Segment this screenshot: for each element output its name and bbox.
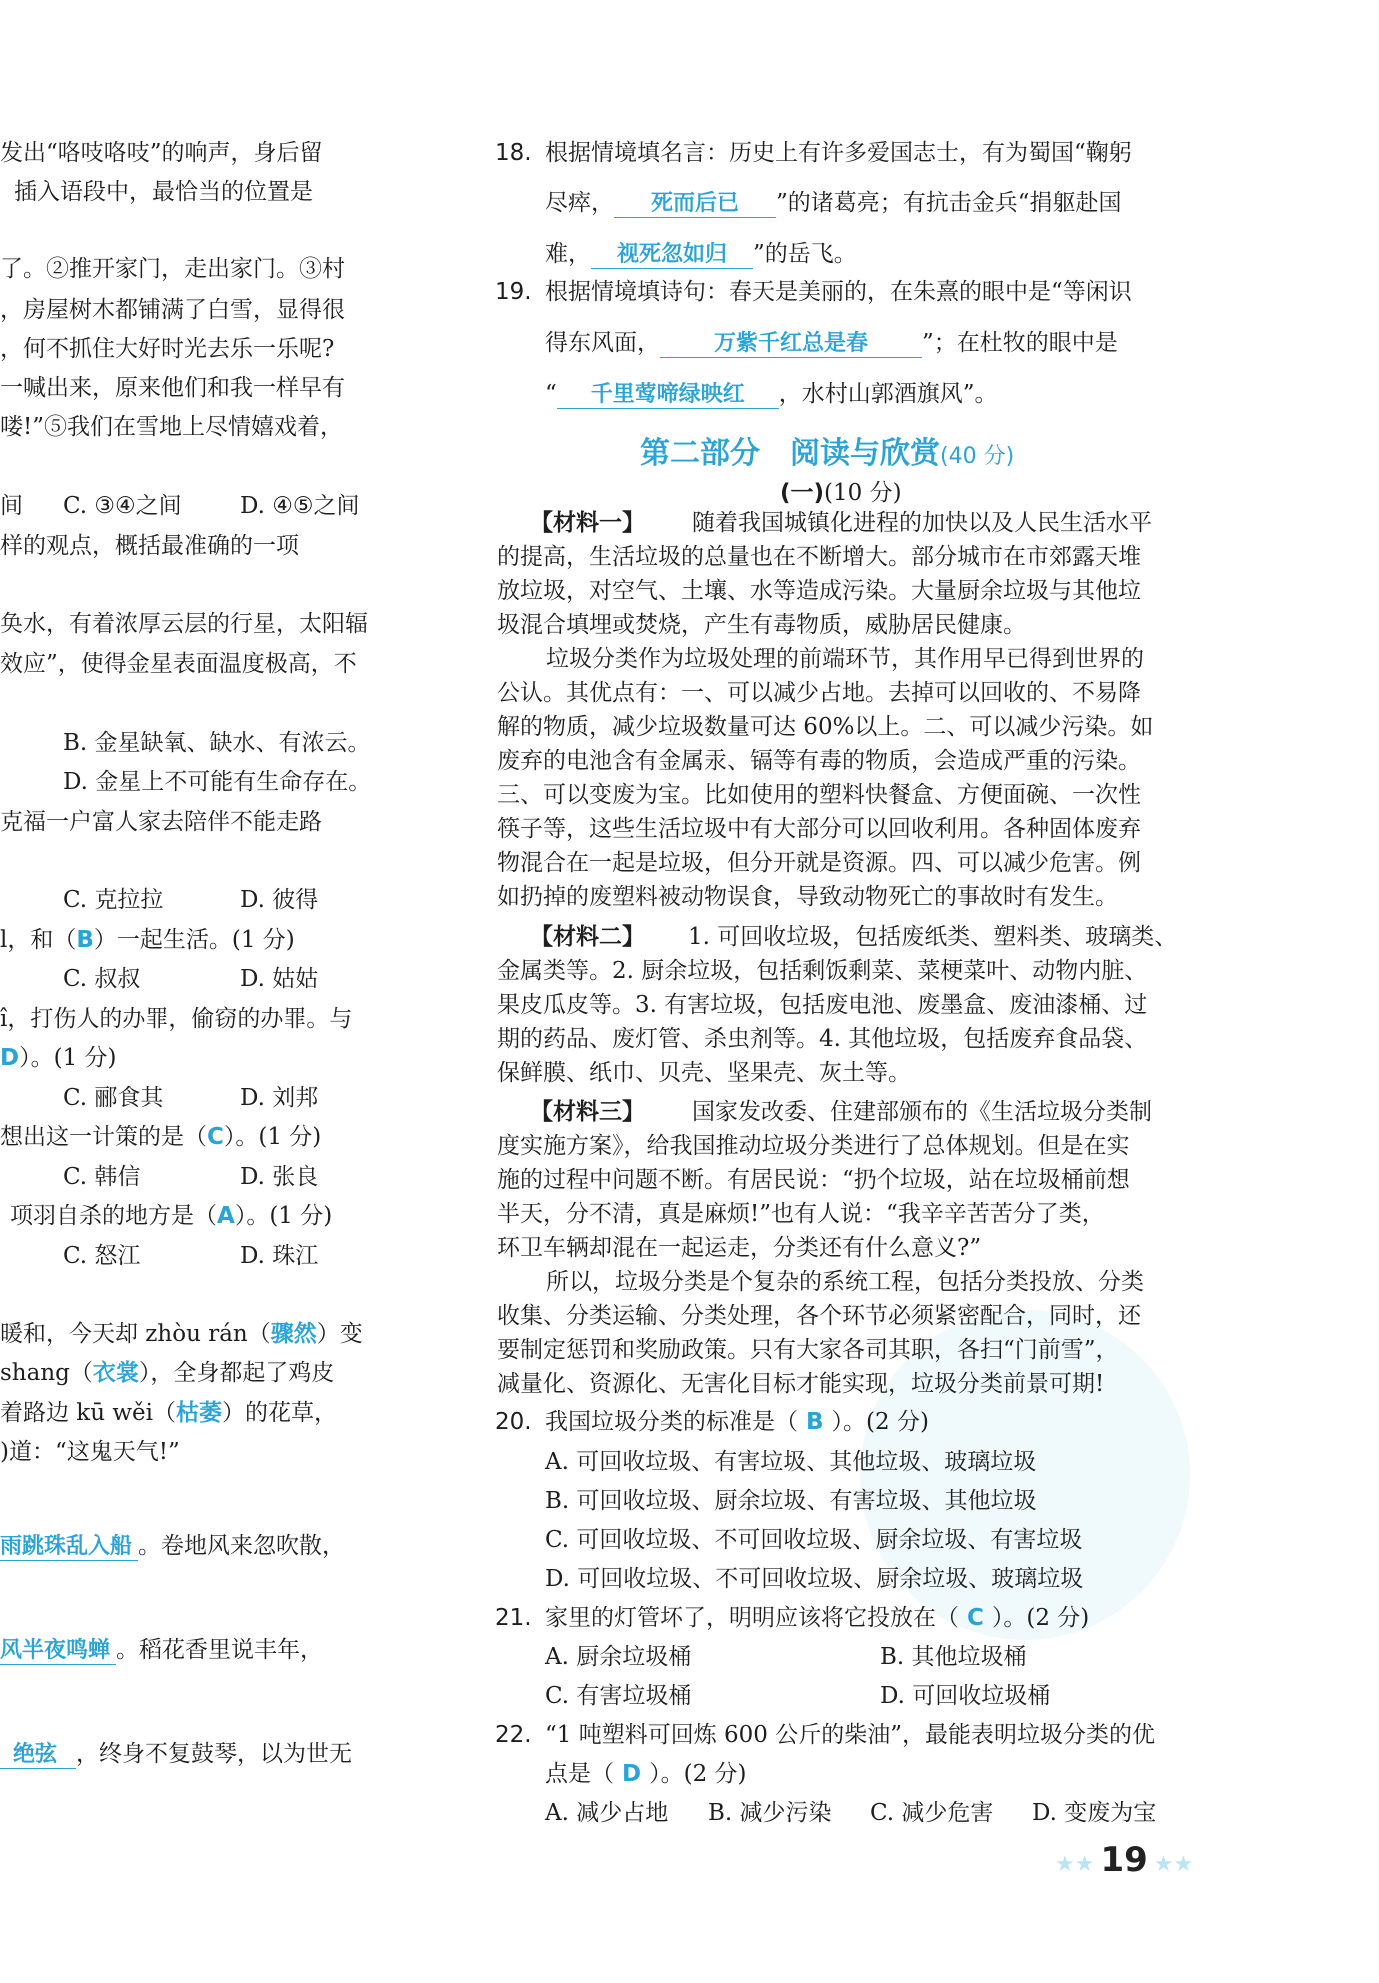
answer-line: shang（衣裳），全身都起了鸡皮 — [0, 1360, 335, 1386]
paragraph-line: 金属类等。2. 厨余垃圾，包括剩饭剩菜、菜梗菜叶、动物内脏、 — [497, 958, 1148, 984]
option-text: A. 可回收垃圾、有害垃圾、其他垃圾、玻璃垃圾 — [545, 1449, 1037, 1475]
option-text: C. 减少危害 — [870, 1800, 994, 1826]
question-number: 19. — [495, 279, 532, 305]
option-text: B. 可回收垃圾、厨余垃圾、有害垃圾、其他垃圾 — [545, 1488, 1037, 1514]
paragraph-line: 垃圾分类作为垃圾处理的前端环节，其作用早已得到世界的 — [546, 646, 1144, 672]
question-text: 根据情境填诗句：春天是美丽的，在朱熹的眼中是“等闲识 — [545, 279, 1132, 305]
option-text: D. ④⑤之间 — [240, 493, 360, 519]
fill-blank: 绝弦 — [0, 1742, 76, 1769]
section-points: (40 分) — [940, 444, 1015, 469]
option-text: D. 彼得 — [240, 887, 319, 913]
option-text: D. 姑姑 — [240, 966, 319, 992]
paragraph-line: 筷子等，这些生活垃圾中有大部分可以回收利用。各种固体废弃 — [497, 816, 1141, 842]
text-line: 发出“咯吱咯吱”的响声，身后留 — [0, 140, 323, 166]
question-number: 18. — [495, 140, 532, 166]
answer-line: 绝弦 ，终身不复鼓琴，以为世无 — [0, 1738, 352, 1770]
answer-letter: C — [967, 1605, 984, 1631]
paragraph-line: 圾混合填埋或焚烧，产生有毒物质，威胁居民健康。 — [497, 612, 1026, 638]
option-text: C. 克拉拉 — [63, 887, 164, 913]
fill-blank: 死而后已 — [614, 191, 776, 218]
star-icon: ★★ — [1153, 1852, 1194, 1877]
paragraph-line: 度实施方案》，给我国推动垃圾分类进行了总体规划。但是在实 — [497, 1133, 1130, 1159]
paragraph-line: 收集、分类运输、分类处理，各个环节必须紧密配合，同时，还 — [497, 1303, 1141, 1329]
paragraph-line: 国家发改委、住建部颁布的《生活垃圾分类制 — [692, 1099, 1152, 1125]
question-text: “ 千里莺啼绿映红 ，水村山郭酒旗风”。 — [545, 381, 998, 407]
paragraph-line: 环卫车辆却混在一起运走，分类还有什么意义?” — [497, 1235, 982, 1261]
question-text: 得东风面， 万紫千红总是春 ”；在杜牧的眼中是 — [545, 330, 1118, 356]
answer-word: 枯萎 — [176, 1400, 223, 1426]
paragraph-line: 1. 可回收垃圾，包括废纸类、塑料类、玻璃类、 — [688, 924, 1178, 950]
option-text: D. 珠江 — [240, 1243, 319, 1269]
paragraph-line: 如扔掉的废塑料被动物误食，导致动物死亡的事故时有发生。 — [497, 884, 1118, 910]
option-text: D. 刘邦 — [240, 1085, 319, 1111]
text-line: 一喊出来，原来他们和我一样早有 — [0, 375, 345, 401]
text-line: ，何不抓住大好时光去乐一乐呢? — [0, 336, 335, 362]
question-text: 尽瘁， 死而后已 ”的诸葛亮；有抗击金兵“捐躯赴国 — [545, 190, 1122, 216]
answer-line: 风半夜鸣蝉 。稻花香里说丰年， — [0, 1637, 324, 1663]
option-text: B. 其他垃圾桶 — [880, 1644, 1027, 1670]
question-text: 点是（ D ）。(2 分) — [545, 1761, 747, 1787]
answer-letter: A — [217, 1203, 235, 1229]
answer-line: 雨跳珠乱入船 。卷地风来忽吹散， — [0, 1533, 346, 1559]
paragraph-line: 半天，分不清，真是麻烦!”也有人说：“我辛辛苦苦分了类， — [497, 1201, 1105, 1227]
paragraph-line: 果皮瓜皮等。3. 有害垃圾，包括废电池、废墨盒、废油漆桶、过 — [497, 992, 1148, 1018]
answer-word: 衣裳 — [92, 1360, 139, 1386]
fill-blank: 风半夜鸣蝉 — [0, 1638, 116, 1665]
fill-blank: 视死忽如归 — [591, 242, 753, 269]
subsection-title: (一)(10 分) — [780, 480, 902, 506]
option-text: B. 减少污染 — [708, 1800, 832, 1826]
text-line: )道：“这鬼天气!” — [0, 1439, 180, 1465]
option-text: C. ③④之间 — [63, 493, 182, 519]
text-line: 样的观点，概括最准确的一项 — [0, 533, 299, 559]
paragraph-line: 废弃的电池含有金属汞、镉等有毒的物质，会造成严重的污染。 — [497, 748, 1141, 774]
paragraph-line: 放垃圾，对空气、土壤、水等造成污染。大量厨余垃圾与其他垃 — [497, 578, 1141, 604]
section-title: 第二部分 阅读与欣赏(40 分) — [640, 436, 1015, 471]
answer-letter: D — [0, 1045, 20, 1071]
question-number: 21. — [495, 1605, 532, 1631]
question-number: 20. — [495, 1409, 532, 1435]
paragraph-line: 随着我国城镇化进程的加快以及人民生活水平 — [692, 510, 1152, 536]
text-line: 克福一户富人家去陪伴不能走路 — [0, 809, 322, 835]
option-text: C. 叔叔 — [63, 966, 141, 992]
answer-letter: B — [76, 927, 94, 953]
text-line: 了。②推开家门，走出家门。③村 — [0, 256, 345, 282]
answer-word: 骤然 — [270, 1321, 317, 1347]
answer-line: 项羽自杀的地方是（A）。(1 分) — [10, 1203, 333, 1229]
fill-blank: 万紫千红总是春 — [660, 331, 922, 358]
question-text: “1 吨塑料可回炼 600 公斤的柴油”，最能表明垃圾分类的优 — [545, 1722, 1155, 1748]
paragraph-line: 减量化、资源化、无害化目标才能实现，垃圾分类前景可期! — [497, 1371, 1105, 1397]
option-text: C. 有害垃圾桶 — [545, 1683, 692, 1709]
paragraph-line: 期的药品、废灯管、杀虫剂等。4. 其他垃圾，包括废弃食品袋、 — [497, 1026, 1148, 1052]
text-line: 喽!”⑤我们在雪地上尽情嬉戏着， — [0, 414, 344, 440]
option-text: B. 金星缺氧、缺水、有浓云。 — [63, 730, 371, 756]
text-line: 插入语段中，最恰当的位置是 — [14, 179, 313, 205]
question-number: 22. — [495, 1722, 532, 1748]
paragraph-line: 施的过程中问题不断。有居民说：“扔个垃圾，站在垃圾桶前想 — [497, 1167, 1130, 1193]
option-text: A. 减少占地 — [545, 1800, 669, 1826]
fill-blank: 千里莺啼绿映红 — [557, 382, 779, 409]
option-text: D. 可回收垃圾桶 — [880, 1683, 1051, 1709]
option-text: A. 厨余垃圾桶 — [545, 1644, 692, 1670]
answer-line: l，和（B）一起生活。(1 分) — [0, 927, 295, 953]
material-label: 【材料二】 — [530, 924, 645, 950]
answer-letter: D — [622, 1761, 642, 1787]
text-line: 奂水，有着浓厚云层的行星，太阳辐 — [0, 611, 368, 637]
paragraph-line: 三、可以变废为宝。比如使用的塑料快餐盒、方便面碗、一次性 — [497, 782, 1141, 808]
answer-letter: B — [806, 1409, 824, 1435]
question-text: 根据情境填名言：历史上有许多爱国志士，有为蜀国“鞠躬 — [545, 140, 1132, 166]
page-number: ★★ 19 ★★ — [1055, 1840, 1194, 1880]
option-text: C. 可回收垃圾、不可回收垃圾、厨余垃圾、有害垃圾 — [545, 1527, 1083, 1553]
answer-letter: C — [207, 1124, 224, 1150]
material-label: 【材料三】 — [530, 1099, 645, 1125]
option-text: D. 可回收垃圾、不可回收垃圾、厨余垃圾、玻璃垃圾 — [545, 1566, 1084, 1592]
answer-line: D）。(1 分) — [0, 1045, 117, 1071]
question-text: 家里的灯管坏了，明明应该将它投放在（ C ）。(2 分) — [545, 1605, 1090, 1631]
option-text: 间 — [0, 493, 23, 519]
material-label: 【材料一】 — [530, 510, 645, 536]
option-text: C. 郦食其 — [63, 1085, 164, 1111]
text-line: 效应”，使得金星表面温度极高，不 — [0, 651, 357, 677]
question-text: 我国垃圾分类的标准是（ B ）。(2 分) — [545, 1409, 929, 1435]
paragraph-line: 公认。其优点有：一、可以减少占地。去掉可以回收的、不易降 — [497, 680, 1141, 706]
option-text: D. 金星上不可能有生命存在。 — [63, 769, 372, 795]
paragraph-line: 要制定惩罚和奖励政策。只有大家各司其职，各扫“门前雪”， — [497, 1337, 1119, 1363]
paragraph-line: 的提高，生活垃圾的总量也在不断增大。部分城市在市郊露天堆 — [497, 544, 1141, 570]
star-icon: ★★ — [1055, 1852, 1095, 1877]
paragraph-line: 保鲜膜、纸巾、贝壳、坚果壳、灰土等。 — [497, 1060, 911, 1086]
answer-line: 暖和，今天却 zhòu rán（骤然）变 — [0, 1321, 363, 1347]
answer-line: 想出这一计策的是（C）。(1 分) — [0, 1124, 322, 1150]
paragraph-line: 所以，垃圾分类是个复杂的系统工程，包括分类投放、分类 — [546, 1269, 1144, 1295]
paragraph-line: 解的物质，减少垃圾数量可达 60%以上。二、可以减少污染。如 — [497, 714, 1154, 740]
answer-line: 着路边 kū wěi（枯萎）的花草， — [0, 1400, 338, 1426]
fill-blank: 雨跳珠乱入船 — [0, 1534, 138, 1561]
text-line: ，房屋树木都铺满了白雪，显得很 — [0, 297, 345, 323]
text-line: î，打伤人的办罪，偷窃的办罪。与 — [0, 1006, 353, 1032]
option-text: C. 怒江 — [63, 1243, 141, 1269]
option-text: C. 韩信 — [63, 1164, 141, 1190]
option-text: D. 变废为宝 — [1032, 1800, 1157, 1826]
paragraph-line: 物混合在一起是垃圾，但分开就是资源。四、可以减少危害。例 — [497, 850, 1141, 876]
question-text: 难， 视死忽如归 ”的岳飞。 — [545, 241, 857, 267]
option-text: D. 张良 — [240, 1164, 319, 1190]
